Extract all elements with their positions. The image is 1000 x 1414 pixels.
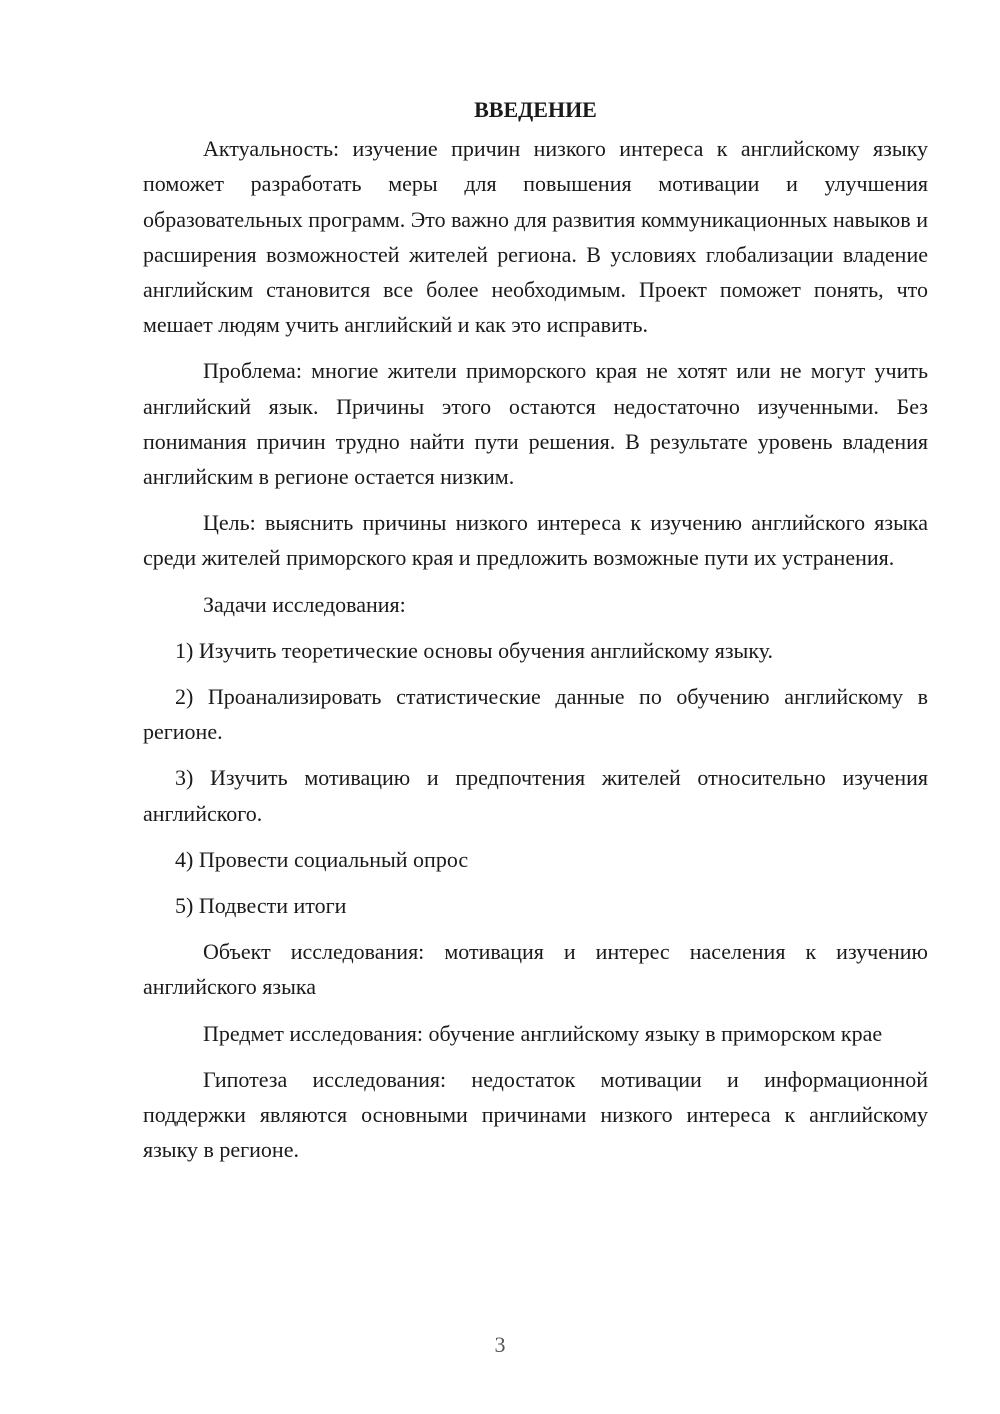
problem-paragraph: Проблема: многие жители приморского края не хотят или не могут учить английский язык. Причины этого остаются недостаточно изученными. Без понимания причин трудно найти пути решения. В результате уровень владения английским в регионе остается низким. (143, 358, 928, 490)
page-number: 3 (494, 1332, 506, 1357)
task-item-2: 2) Проанализировать статистические данные по обучению английскому в регионе. (143, 684, 928, 745)
document-page (143, 92, 928, 1167)
tasks-heading: Задачи исследования: (203, 591, 406, 617)
relevance-paragraph: Актуальность: изучение причин низкого интереса к английскому языку поможет разработать меры для повышения мотивации и улучшения образовательных программ. Это важно для развития коммуникационных навыков и расширения возможностей жителей региона. В условиях глобализации владение английским становится все более необходимым. Проект поможет понять, что мешает людям учить английский и как это исправить. (143, 136, 928, 338)
task-item-3: 3) Изучить мотивацию и предпочтения жителей относительно изучения английского. (143, 765, 928, 826)
goal-paragraph: Цель: выяснить причины низкого интереса к изучению английского языка среди жителей приморского края и предложить возможные пути их устранения. (143, 510, 928, 571)
task-item-4: 4) Провести социальный опрос (175, 846, 469, 872)
subject-paragraph: Предмет исследования: обучение английскому языку в приморском крае (203, 1020, 883, 1046)
object-paragraph: Объект исследования: мотивация и интерес населения к изучению английского языка (143, 939, 928, 1000)
section-title: ВВЕДЕНИЕ (474, 97, 597, 122)
task-item-1: 1) Изучить теоретические основы обучения английскому языку. (175, 637, 774, 663)
hypothesis-paragraph: Гипотеза исследования: недостаток мотивации и информационной поддержки являются основными причинами низкого интереса к английскому языку в регионе. (143, 1066, 928, 1163)
task-item-5: 5) Подвести итоги (175, 893, 347, 919)
